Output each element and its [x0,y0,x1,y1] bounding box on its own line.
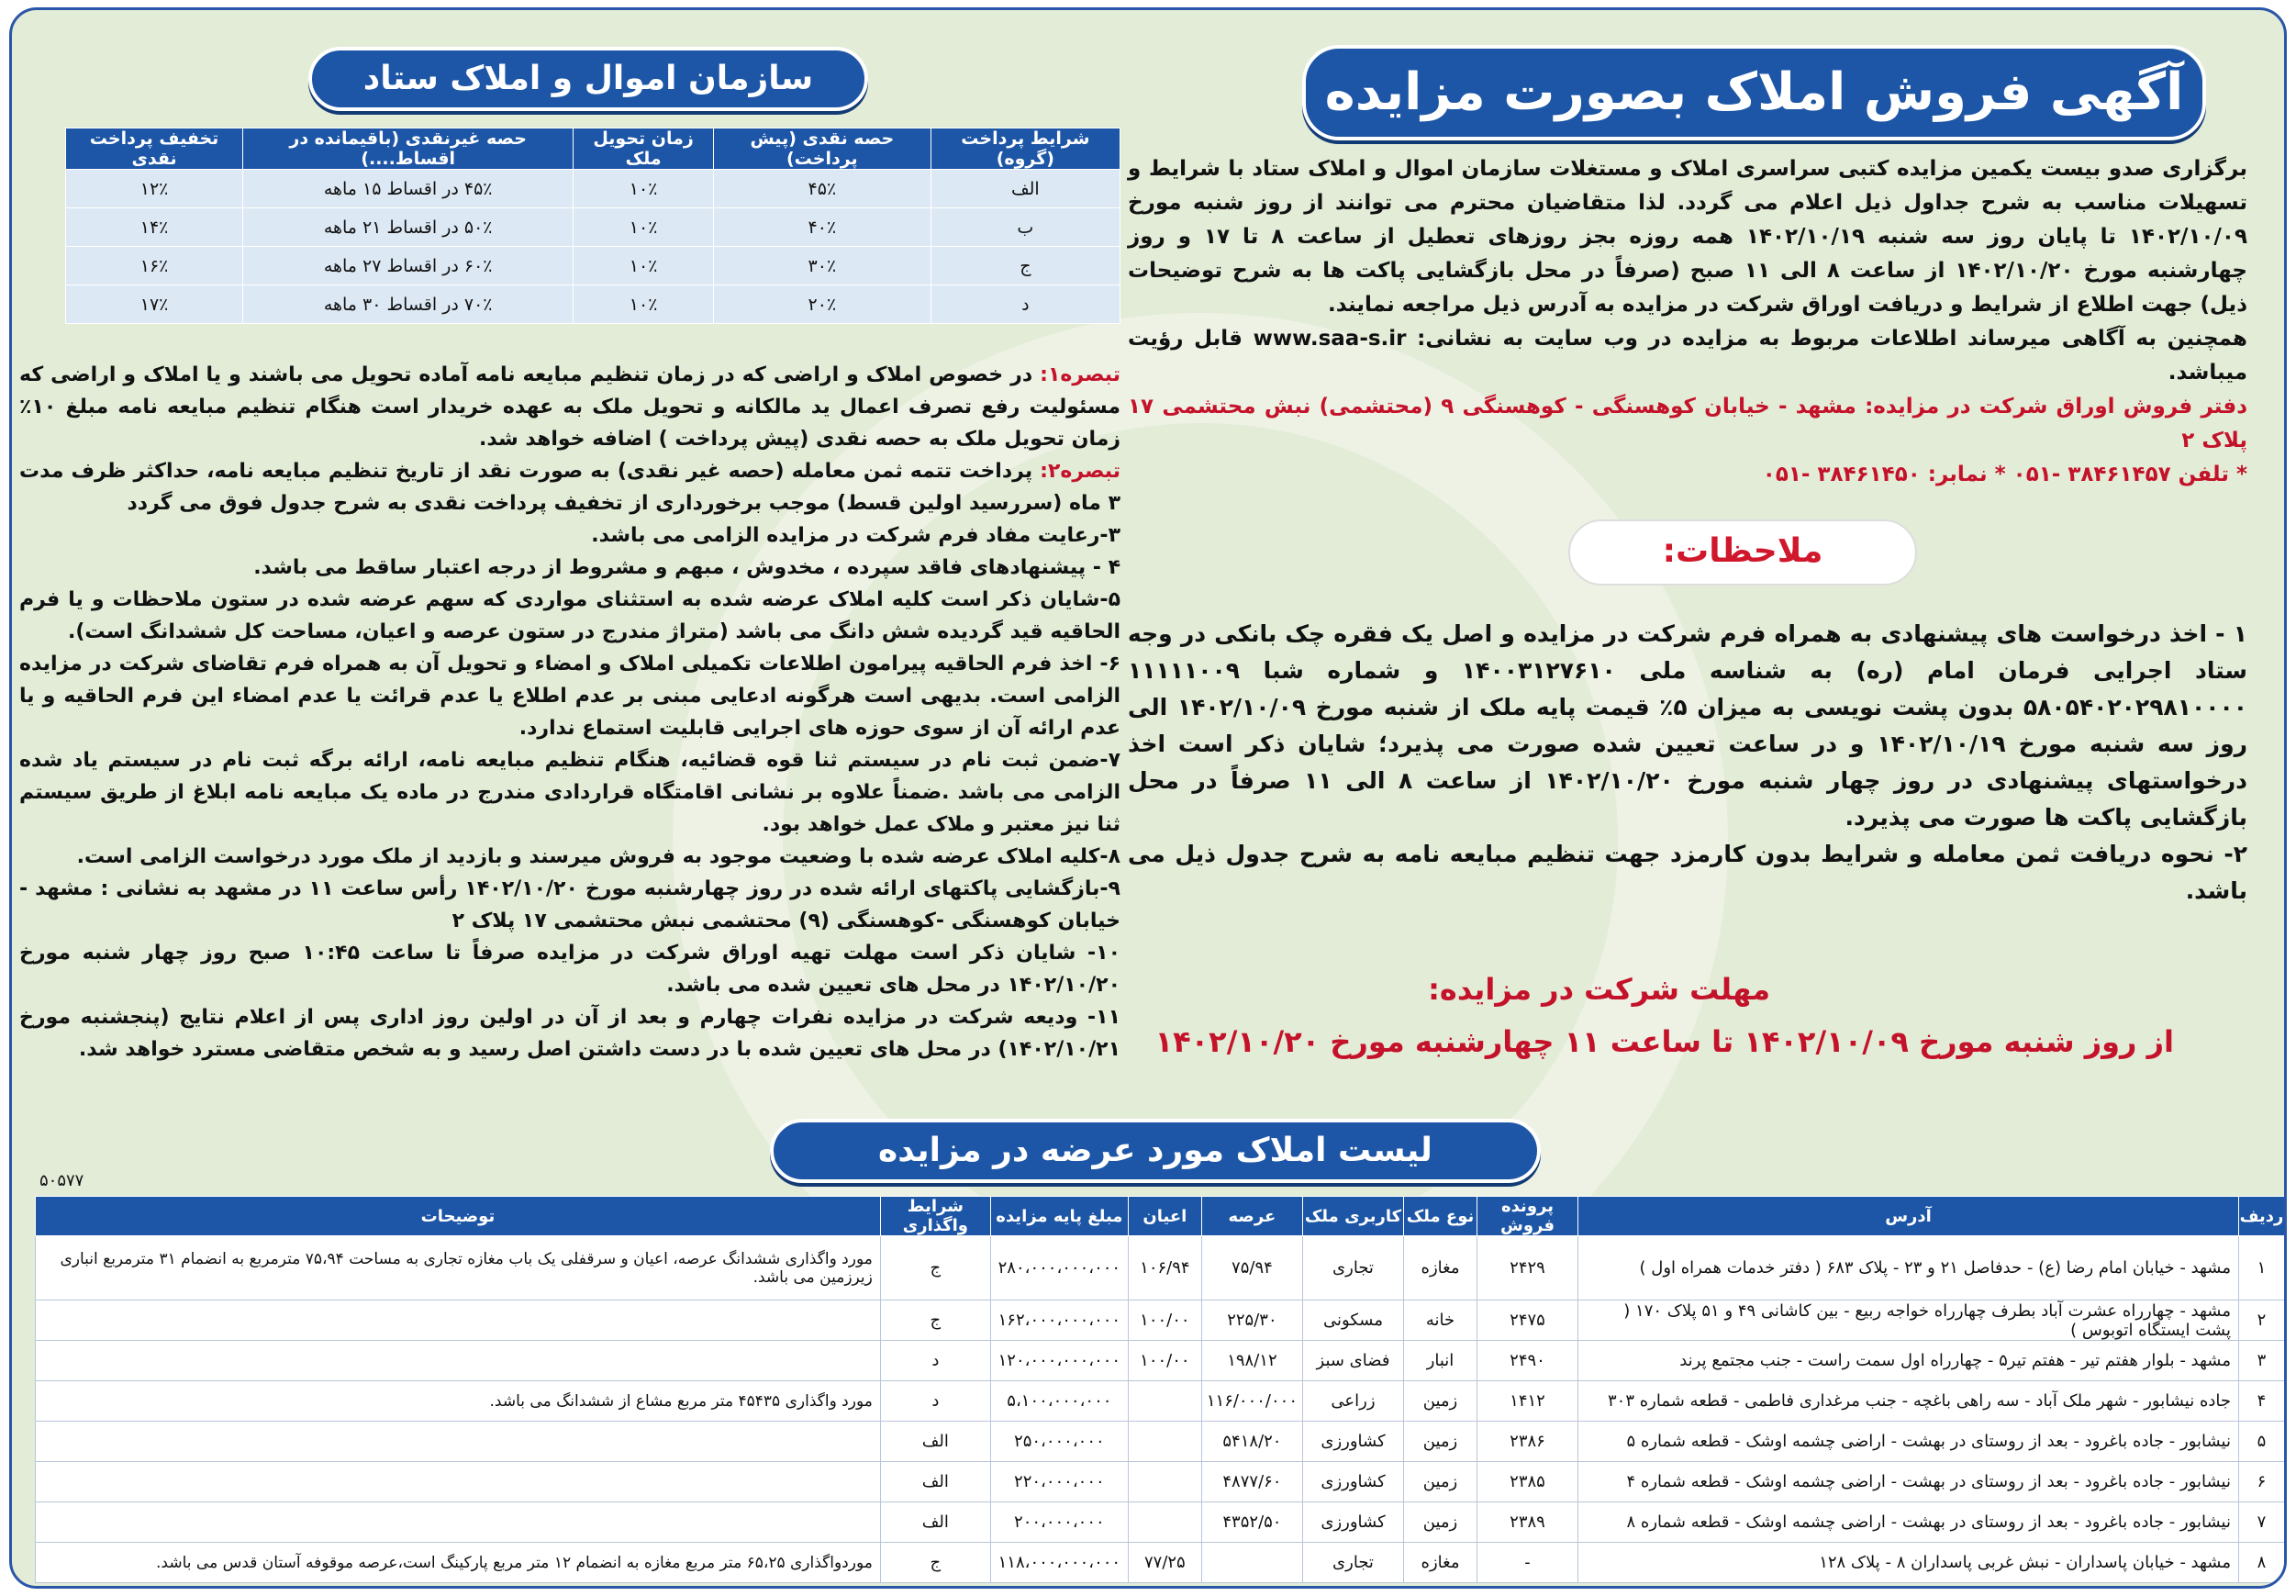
table-cell: ۱۶٪ [66,247,243,285]
deadline-text: از روز شنبه مورخ ۱۴۰۲/۱۰/۰۹ تا ساعت ۱۱ چهارشنبه مورخ ۱۴۰۲/۱۰/۲۰ [1154,1024,2174,1059]
table-cell: انبار [1404,1341,1477,1381]
header-property-type: نوع ملک [1404,1197,1477,1236]
table-cell: د [931,285,1120,324]
table-cell: ۱۶۲،۰۰۰،۰۰۰،۰۰۰ [990,1300,1128,1341]
table-cell: ۲۳۸۹ [1477,1502,1578,1543]
table-cell [36,1300,881,1341]
table-row [66,170,1120,208]
table-cell: نیشابور - جاده باغرود - بعد از روستای در بهشت - اراضی چشمه اوشک - قطعه شماره ۸ [1578,1502,2239,1543]
table-row [36,1422,2285,1462]
table-cell: مشهد - خیابان امام رضا (ع) - حدفاصل ۲۱ و ۲۳ - پلاک ۶۸۳ ( دفتر خدمات همراه اول ) [1578,1236,2239,1300]
table-cell: ۳۰٪ [714,247,931,285]
table-cell: ۶۰٪ در اقساط ۲۷ ماهه [243,247,574,285]
table-cell: ۴۰٪ [714,208,931,247]
condition-6: ۶- اخذ فرم الحاقیه پیرامون اطلاعات تکمیلی املاک و امضاء و تحویل آن به همراه فرم تقاضای شرکت در مزایده الزامی است. بدیهی است هرگونه ادعایی مبنی بر عدم اطلاع یا عدم قرائت یا عدم امضاء این فرم الحاقیه و یا عدم ارائه آن از سوی حوزه های اجرایی قابلیت استماع ندارد. [19,653,1120,740]
table-cell: ۲۰۰،۰۰۰،۰۰۰ [990,1502,1128,1543]
table-cell: ۴۵٪ [714,170,931,208]
table-cell [36,1462,881,1502]
table-cell: ۱۴٪ [66,208,243,247]
table-cell: - [1477,1543,1578,1583]
table-cell: ۱۱۸،۰۰۰،۰۰۰،۰۰۰ [990,1543,1128,1583]
table-cell: زمین [1404,1381,1477,1422]
table-cell: مورد واگذاری ششدانگ عرصه، اعیان و سرقفلی یک باب مغازه تجاری به مساحت ۷۵،۹۴ مترمربع به انضمام ۳۱ مترمربع انباری زیرزمین می باشد. [36,1236,881,1300]
table-cell: ۴۵٪ در اقساط ۱۵ ماهه [243,170,574,208]
payment-header-cell: حصه غیرنقدی (باقیمانده در اقساط....) [243,128,574,170]
table-cell: فضای سبز [1303,1341,1404,1381]
table-cell [36,1502,881,1543]
header-land-area: عرصه [1201,1197,1302,1236]
table-cell: ۲ [2239,1300,2285,1341]
table-cell: زراعی [1303,1381,1404,1422]
table-cell: کشاورزی [1303,1462,1404,1502]
table-cell: ۱۷٪ [66,285,243,324]
table-cell: د [880,1381,990,1422]
condition-9: ۹-بازگشایی پاکتهای ارائه شده در روز چهارشنبه مورخ ۱۴۰۲/۱۰/۲۰ رأس ساعت ۱۱ در مشهد به نشانی : مشهد - خیابان کوهسنگی -کوهسنگی (۹) محتشمی نبش محتشمی ۱۷ پلاک ۲ [19,877,1120,932]
condition-8: ۸-کلیه املاک عرضه شده با وضعیت موجود به فروش میرسند و بازدید از ملک مورد درخواست الزامی است. [76,845,1120,868]
table-row [36,1502,2285,1543]
property-table [35,1196,2285,1583]
table-cell: نیشابور - جاده باغرود - بعد از روستای در بهشت - اراضی چشمه اوشک - قطعه شماره ۴ [1578,1462,2239,1502]
condition-4: ۴ - پیشنهادهای فاقد سپرده ، مخدوش ، مبهم و مشروط از درجه اعتبار ساقط می باشد. [253,556,1120,579]
notes-section [1128,616,2247,910]
table-cell: ۲۴۲۹ [1477,1236,1578,1300]
payment-header-cell: زمان تحویل ملک [574,128,714,170]
table-cell: ۱۰۰/۰۰ [1128,1300,1201,1341]
table-cell: مغازه [1404,1236,1477,1300]
table-cell: ۲۴۷۵ [1477,1300,1578,1341]
table-cell: ۲۳۸۵ [1477,1462,1578,1502]
note-clause-2-label: تبصره۲: [1040,460,1120,483]
table-cell: ب [931,208,1120,247]
notes-title: ملاحظات: [1568,519,1917,586]
table-cell: ۲۰٪ [714,285,931,324]
table-cell: ۳ [2239,1341,2285,1381]
table-cell: ۸ [2239,1543,2285,1583]
condition-7: ۷-ضمن ثبت نام در سیستم ثنا قوه قضائیه، هنگام تنظیم مبایعه نامه، ارائه برگه ثبت نام در سیستم یاد شده الزامی می باشد .ضمناً علاوه بر نشانی اقامتگاه قراردادی مندرج در ماده یک مبایعه نامه ابلاغ از طریق سیستم ثنا نیز معتبر و ملاک عمل خواهد بود. [19,749,1120,836]
table-row [36,1543,2285,1583]
table-cell: ج [880,1236,990,1300]
table-cell: ۴۸۷۷/۶۰ [1201,1462,1302,1502]
note-clause-2 [19,455,1120,519]
table-row [36,1236,2285,1300]
table-cell: ج [880,1300,990,1341]
table-cell: کشاورزی [1303,1422,1404,1462]
table-cell: ۶ [2239,1462,2285,1502]
table-cell: تجاری [1303,1543,1404,1583]
table-cell [1128,1462,1201,1502]
table-cell: ۷۷/۲۵ [1128,1543,1201,1583]
table-cell: مورد واگذاری ۴۵۴۳۵ متر مربع مشاع از ششدانگ می باشد. [36,1381,881,1422]
table-cell [1201,1543,1302,1583]
org-title: سازمان اموال و املاک ستاد [308,47,868,111]
payment-header-cell: تخفیف پرداخت نقدی [66,128,243,170]
table-cell: ۲۲۵/۳۰ [1201,1300,1302,1341]
condition-3: ۳-رعایت مفاد فرم شرکت در مزایده الزامی می باشد. [591,524,1120,547]
header-description: توضیحات [36,1197,881,1236]
table-cell [1128,1422,1201,1462]
table-cell: ۱۹۸/۱۲ [1201,1341,1302,1381]
table-cell: مسکونی [1303,1300,1404,1341]
table-cell: جاده نیشابور - شهر ملک آباد - سه راهی باغچه - جنب مرغداری فاطمی - قطعه شماره ۳۰۳ [1578,1381,2239,1422]
table-cell: مشهد - خیابان پاسداران - نبش غربی پاسداران ۸ - پلاک ۱۲۸ [1578,1543,2239,1583]
payment-header-cell: حصه نقدی (پیش پرداخت) [714,128,931,170]
table-cell: ۱۰۰/۰۰ [1128,1341,1201,1381]
header-base-price: مبلغ پایه مزایده [990,1197,1128,1236]
table-row [36,1381,2285,1422]
table-cell: ۱۰٪ [574,247,714,285]
table-cell: کشاورزی [1303,1502,1404,1543]
header-file-number: پرونده فروش [1477,1197,1578,1236]
table-row [36,1341,2285,1381]
table-row [36,1462,2285,1502]
table-cell: ج [931,247,1120,285]
payment-header-row [66,128,1120,170]
table-cell: ۵ [2239,1422,2285,1462]
table-cell: ۴۳۵۲/۵۰ [1201,1502,1302,1543]
payment-header-cell: شرایط پرداخت (گروه) [931,128,1120,170]
table-cell: د [880,1341,990,1381]
ad-frame [9,7,2287,1589]
header-usage: کاربری ملک [1303,1197,1404,1236]
table-cell: ۱۰٪ [574,285,714,324]
table-cell: ۱۲۰،۰۰۰،۰۰۰،۰۰۰ [990,1341,1128,1381]
table-cell: نیشابور - جاده باغرود - بعد از روستای در بهشت - اراضی چشمه اوشک - قطعه شماره ۵ [1578,1422,2239,1462]
table-cell: ۵۰٪ در اقساط ۲۱ ماهه [243,208,574,247]
header-address: آدرس [1578,1197,2239,1236]
property-list-title: لیست املاک مورد عرضه در مزایده [770,1119,1541,1183]
table-row [66,247,1120,285]
table-cell: زمین [1404,1462,1477,1502]
table-cell [36,1341,881,1381]
table-cell: الف [880,1502,990,1543]
note-1: ۱ - اخذ درخواست های پیشنهادی به همراه فرم شرکت در مزایده و اصل یک فقره چک بانکی در وجه ستاد اجرایی فرمان امام (ره) به شناسه ملی ۱۴۰۰۳۱۲۷۶۱۰ و شماره شبا ۱۱۱۱۱۰۰۹ ۵۸۰۵۴۰۲۰۲۹۸۱۰۰۰۰ بدون پشت نویسی به میزان ۵٪ قیمت پایه ملک از شنبه مورخ ۱۴۰۲/۱۰/۰۹ الی روز سه شنبه مورخ ۱۴۰۲/۱۰/۱۹ و در ساعت تعیین شده صورت می پذیرد؛ شایان ذکر است اخذ درخواستهای پیشنهادی در روز چهار شنبه مورخ ۱۴۰۲/۱۰/۲۰ از ساعت ۸ الی ۱۱ صرفاً در محل بازگشایی پاکت ها صورت می پذیرد. [1128,620,2248,831]
note-clause-1-label: تبصره۱: [1040,363,1120,386]
table-cell: ۴ [2239,1381,2285,1422]
table-cell: ۲۳۸۶ [1477,1422,1578,1462]
table-cell: ج [880,1543,990,1583]
table-cell: ۱۱۶/۰۰۰/۰۰۰ [1201,1381,1302,1422]
table-cell: الف [880,1422,990,1462]
note-2: ۲- نحوه دریافت ثمن معامله و شرایط بدون کارمزد جهت تنظیم مبایعه نامه به شرح جدول ذیل می باشد. [1128,841,2247,904]
table-cell [36,1422,881,1462]
sales-office-address: دفتر فروش اوراق شرکت در مزایده: مشهد - خیابان کوهسنگی - کوهسنگی ۹ (محتشمی) نبش محتشمی ۱۷ پلاک ۲ [1128,395,2247,452]
table-cell: ۱۰۶/۹۴ [1128,1236,1201,1300]
property-header-row [36,1197,2285,1236]
table-row [66,208,1120,247]
payment-terms-table [65,128,1120,324]
table-cell: موردواگذاری ۶۵،۲۵ متر مربع مغازه به انضمام ۱۲ متر مربع پارکینگ است،عرصه موقوفه آستان قدس می باشد. [36,1543,881,1583]
note-clause-1 [19,359,1120,455]
website-notice: همچنین به آگاهی میرساند اطلاعات مربوط به مزایده در وب سایت به نشانی: www.saa-s.ir قابل رؤیت میباشد. [1128,327,2247,385]
table-cell: ۵۴۱۸/۲۰ [1201,1422,1302,1462]
table-cell: ۱۴۱۲ [1477,1381,1578,1422]
table-cell: مغازه [1404,1543,1477,1583]
condition-10: ۱۰- شایان ذکر است مهلت تهیه اوراق شرکت در مزایده صرفاً تا ساعت ۱۰:۴۵ صبح روز چهار شنبه مورخ ۱۴۰۲/۱۰/۲۰ در محل های تعیین شده می باشد. [19,942,1121,997]
header-transfer-terms: شرایط واگذاری [880,1197,990,1236]
table-cell: مشهد - بلوار هفتم تیر - هفتم تیر۵ - چهارراه اول سمت راست - جنب مجتمع پرند [1578,1341,2239,1381]
table-row [66,285,1120,324]
table-cell: ۱۰٪ [574,170,714,208]
deadline-title: مهلت شرکت در مزایده: [1428,972,1770,1007]
table-cell: ۷ [2239,1502,2285,1543]
intro-section [1128,152,2247,492]
main-title: آگهی فروش املاک بصورت مزایده [1302,45,2206,140]
table-row [36,1300,2285,1341]
table-cell: زمین [1404,1502,1477,1543]
contact-phone: * تلفن ۳۸۴۶۱۴۵۷ -۰۵۱ * نمابر: ۳۸۴۶۱۴۵۰ -۰۵۱ [1762,463,2247,486]
condition-11: ۱۱- ودیعه شرکت در مزایده نفرات چهارم و بعد از آن در اولین روز اداری پس از اعلام نتایج (پنجشنبه مورخ ۱۴۰۲/۱۰/۲۱) در محل های تعیین شده با در دست داشتن اصل رسید و به شخص متقاضی مسترد خواهد شد. [19,1006,1120,1061]
table-cell [1128,1381,1201,1422]
table-cell: ۲۲۰،۰۰۰،۰۰۰ [990,1462,1128,1502]
table-cell: الف [931,170,1120,208]
table-cell: ۲۸۰،۰۰۰،۰۰۰،۰۰۰ [990,1236,1128,1300]
table-cell: ۵،۱۰۰،۰۰۰،۰۰۰ [990,1381,1128,1422]
header-building-area: اعیان [1128,1197,1201,1236]
table-cell: ۱۲٪ [66,170,243,208]
table-cell: الف [880,1462,990,1502]
table-cell: ۷۰٪ در اقساط ۳۰ ماهه [243,285,574,324]
note-clause-2-text: پرداخت تتمه ثمن معامله (حصه غیر نقدی) به صورت نقد از تاریخ تنظیم مبایعه نامه، حداکثر ظرف مدت ۳ ماه (سررسید اولین قسط) موجب برخورداری از تخفیف پرداخت نقدی به شرح جدول فوق می گردد [19,460,1120,515]
table-cell: ۲۵۰،۰۰۰،۰۰۰ [990,1422,1128,1462]
table-cell: زمین [1404,1422,1477,1462]
table-cell: ۲۴۹۰ [1477,1341,1578,1381]
header-row-number: ردیف [2239,1197,2285,1236]
intro-paragraph: برگزاری صدو بیست یکمین مزایده کتبی سراسری املاک و مستغلات سازمان اموال و املاک ستاد با شرایط و تسهیلات مناسب به شرح جداول ذیل اعلام می گردد. لذا متقاضیان محترم می توانند از روز شنبه مورخ ۱۴۰۲/۱۰/۰۹ تا پایان روز سه شنبه ۱۴۰۲/۱۰/۱۹ همه روزه بجز روزهای تعطیل از ساعت ۸ تا ۱۷ و روز چهارشنبه مورخ ۱۴۰۲/۱۰/۲۰ از ساعت ۸ الی ۱۱ صبح (صرفاً در محل بازگشایی پاکت ها به شرح توضیحات ذیل) جهت اطلاع از شرایط و دریافت اوراق شرکت در مزایده به آدرس ذیل مراجعه نمایند. [1128,157,2247,317]
table-cell: ۷۵/۹۴ [1201,1236,1302,1300]
table-cell: تجاری [1303,1236,1404,1300]
table-cell: ۱ [2239,1236,2285,1300]
table-cell: مشهد - چهارراه عشرت آباد بطرف چهارراه خواجه ربیع - بین کاشانی ۴۹ و ۵۱ پلاک ۱۷۰ ( پشت ایستگاه اتوبوس ) [1578,1300,2239,1341]
table-cell [1128,1502,1201,1543]
table-cell: ۱۰٪ [574,208,714,247]
table-cell: خانه [1404,1300,1477,1341]
conditions-section [19,359,1120,1066]
condition-5: ۵-شایان ذکر است کلیه املاک عرضه شده به استثنای مواردی که سهم عرضه شده در ستون ملاحظات و یا فرم الحاقیه قید گردیده شش دانگ می باشد (متراژ مندرج در ستون عرصه و اعیان، مساحت کل ششدانگ است). [19,588,1120,643]
note-clause-1-text: در خصوص املاک و اراضی که در زمان تنظیم مبایعه نامه آماده تحویل می باشند و یا املاک و اراضی که مسئولیت رفع تصرف اعمال ید مالکانه و تحویل ملک به عهده خریدار است هنگام تنظیم مبایعه نامه مبلغ ۱۰٪ زمان تحویل ملک به حصه نقدی (پیش پرداخت ) اضافه خواهد شد. [19,363,1120,451]
ad-code: ۵۰۵۷۷ [39,1171,84,1190]
